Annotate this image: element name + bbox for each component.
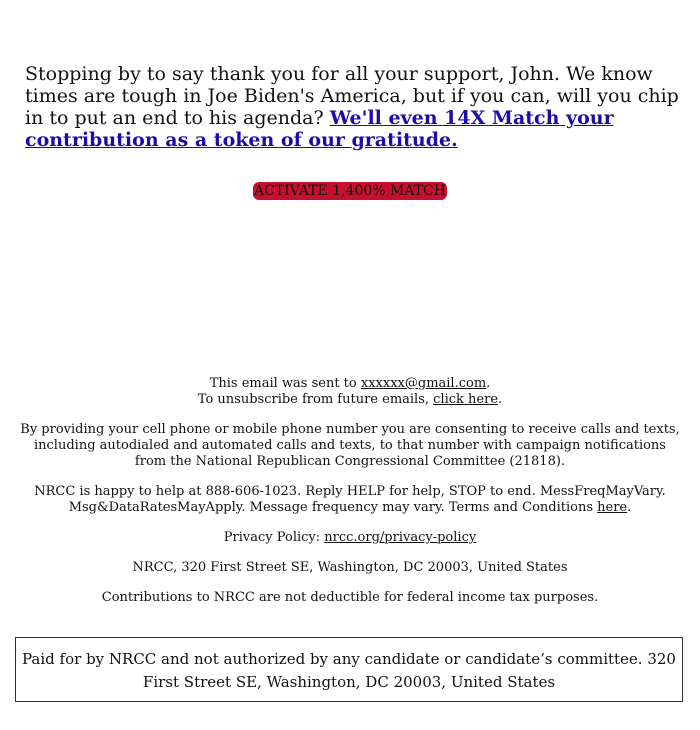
mailing-address: NRCC, 320 First Street SE, Washington, DC 20003, United States — [132, 560, 568, 575]
help-text: NRCC is happy to help at 888-606-1023. Reply HELP for help, STOP to end. MessFreqMayVary. Msg&DataRatesMayApply. Message frequency may vary. Terms and Conditions — [34, 484, 666, 515]
message-body — [25, 63, 685, 151]
message-body-text: Stopping by to say thank you for all your support, John. We know times are tough in Joe Biden's America, but if you can, will you chip in to put an end to his agenda? — [25, 63, 679, 129]
match-link[interactable]: We'll even 14X Match your contribution as a token of our gratitude. — [25, 107, 614, 151]
activate-match-button[interactable]: ACTIVATE 1,400% MATCH — [254, 183, 446, 199]
unsubscribe-link[interactable]: click here — [433, 392, 499, 407]
recipient-email-link[interactable]: xxxxxx@gmail.com — [360, 376, 487, 391]
paid-for-text: Paid for by NRCC and not authorized by any candidate or candidate’s committee. 320 First Street SE, Washington, DC 20003, United States — [22, 650, 676, 691]
sent-to-line: This email was sent to xxxxxx@gmail.com. — [209, 376, 491, 391]
privacy-line — [20, 530, 680, 546]
sent-to-prefix: This email was sent to — [209, 376, 357, 391]
privacy-policy-link[interactable]: nrcc.org/privacy-policy — [324, 530, 477, 545]
terms-link[interactable]: here — [597, 500, 628, 515]
privacy-prefix: Privacy Policy: — [223, 530, 321, 545]
help-line: NRCC is happy to help at 888-606-1023. Reply HELP for help, STOP to end. MessFreqMayVary. Msg&DataRatesMayApply. Message frequency may vary. Terms and Conditions here. — [34, 484, 666, 515]
unsubscribe-prefix: To unsubscribe from future emails, — [197, 392, 430, 407]
footer — [20, 376, 680, 606]
unsubscribe-line: To unsubscribe from future emails, click here. — [197, 392, 503, 407]
deductible-notice: Contributions to NRCC are not deductible for federal income tax purposes. — [101, 590, 599, 605]
consent-text: By providing your cell phone or mobile phone number you are consenting to receive calls and texts, including autodialed and automated calls and texts, to that number with campaign notifications from the National Republican Congressional Committee (21818). — [20, 422, 680, 469]
paid-for-disclaimer-box — [15, 637, 683, 702]
cta-container — [0, 180, 700, 200]
